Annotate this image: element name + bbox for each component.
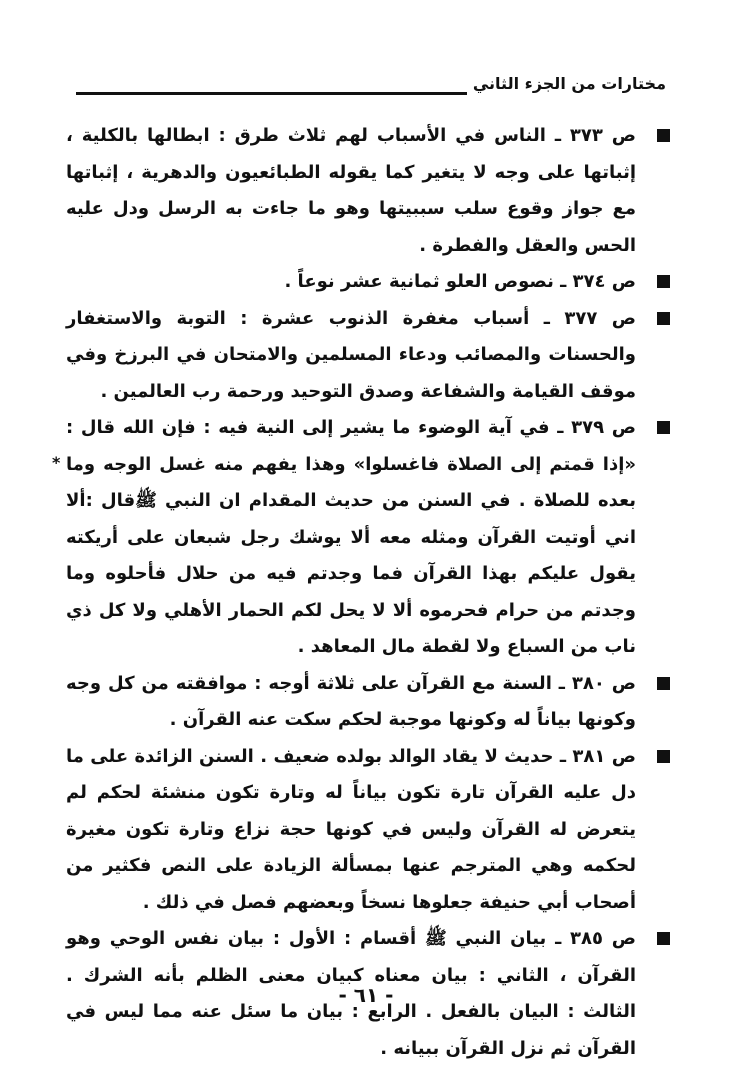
entry-377	[66, 301, 670, 411]
page-number: - ٦١ -	[338, 983, 394, 1007]
entry-text: ص ٣٧٩ ـ في آية الوضوء ما يشير إلى النية فيه : فإن الله قال : «إذا قمتم إلى الصلاة فاغسلوا» وهذا يفهم منه غسل الوجه وما بعده للصلاة . في السنن من حديث المقدام ان النبي ﷺقال :ألا اني أوتيت القرآن ومثله معه ألا يوشك رجل شبعان على أريكته يقول عليكم بهذا القرآن فما وجدتم فيه من حلال فأحلوه وما وجدتم من حرام فحرموه ألا لا يحل لكم الحمار الأهلي ولا كل ذي ناب من السباع ولا لقطة مال المعاهد .	[66, 417, 636, 657]
entry-381	[66, 739, 670, 922]
page-content	[66, 118, 670, 1067]
square-bullet-icon	[657, 275, 670, 288]
entry-text: ص ٣٧٧ ـ أسباب مغفرة الذنوب عشرة : التوبة والاستغفار والحسنات والمصائب ودعاء المسلمين والامتحان في البرزخ وفي موقف القيامة والشفاعة وصدق التوحيد ورحمة رب العالمين .	[66, 307, 637, 402]
square-bullet-icon	[657, 129, 670, 142]
square-bullet-icon	[657, 421, 670, 434]
square-bullet-icon	[657, 312, 670, 325]
square-bullet-icon	[657, 750, 670, 763]
entry-text: ص ٣٧٣ ـ الناس في الأسباب لهم ثلاث طرق : ابطالها بالكلية ، إثباتها على وجه لا يتغير كما يقوله الطبائعيون والدهرية ، إثباتها مع جواز وقوع سلب سببيتها وهو ما جاءت به الرسل ودل عليه الحس والعقل والفطرة .	[66, 125, 637, 256]
header-title: مختارات من الجزء الثاني	[467, 72, 666, 96]
entry-text: ص ٣٧٤ ـ نصوص العلو ثمانية عشر نوعاً .	[284, 271, 636, 292]
running-header	[76, 72, 666, 100]
entry-379	[66, 410, 670, 666]
entry-text: ص ٣٨٥ ـ بيان النبي ﷺ أقسام : الأول : بيان نفس الوحي وهو القرآن ، الثاني : بيان معناه كبيان معنى الظلم بأنه الشرك . الثالث : البيان بالفعل . الرابع : بيان ما سئل عنه مما ليس في القرآن ثم نزل القرآن ببيانه .	[66, 928, 636, 1059]
square-bullet-icon	[657, 677, 670, 690]
entry-text: ص ٣٨١ ـ حديث لا يقاد الوالد بولده ضعيف . السنن الزائدة على ما دل عليه القرآن تارة تكون بياناً له وتارة تكون منشئة لحكم لم يتعرض له القرآن وليس في كونها حجة نزاع وتارة تكون مغيرة لحكمه وهي المترجم عنها بمسألة الزيادة على النص فكثير من أصحاب أبي حنيفة جعلوها نسخاً وبعضهم فصل في ذلك .	[66, 745, 636, 913]
margin-asterisk: *	[52, 453, 61, 472]
entry-373	[66, 118, 670, 264]
entry-text: ص ٣٨٠ ـ السنة مع القرآن على ثلاثة أوجه : موافقته من كل وجه وكونها بياناً له وكونها موجبة لحكم سكت عنه القرآن .	[66, 672, 637, 730]
square-bullet-icon	[657, 932, 670, 945]
entry-374	[66, 264, 670, 301]
entry-380	[66, 666, 670, 739]
